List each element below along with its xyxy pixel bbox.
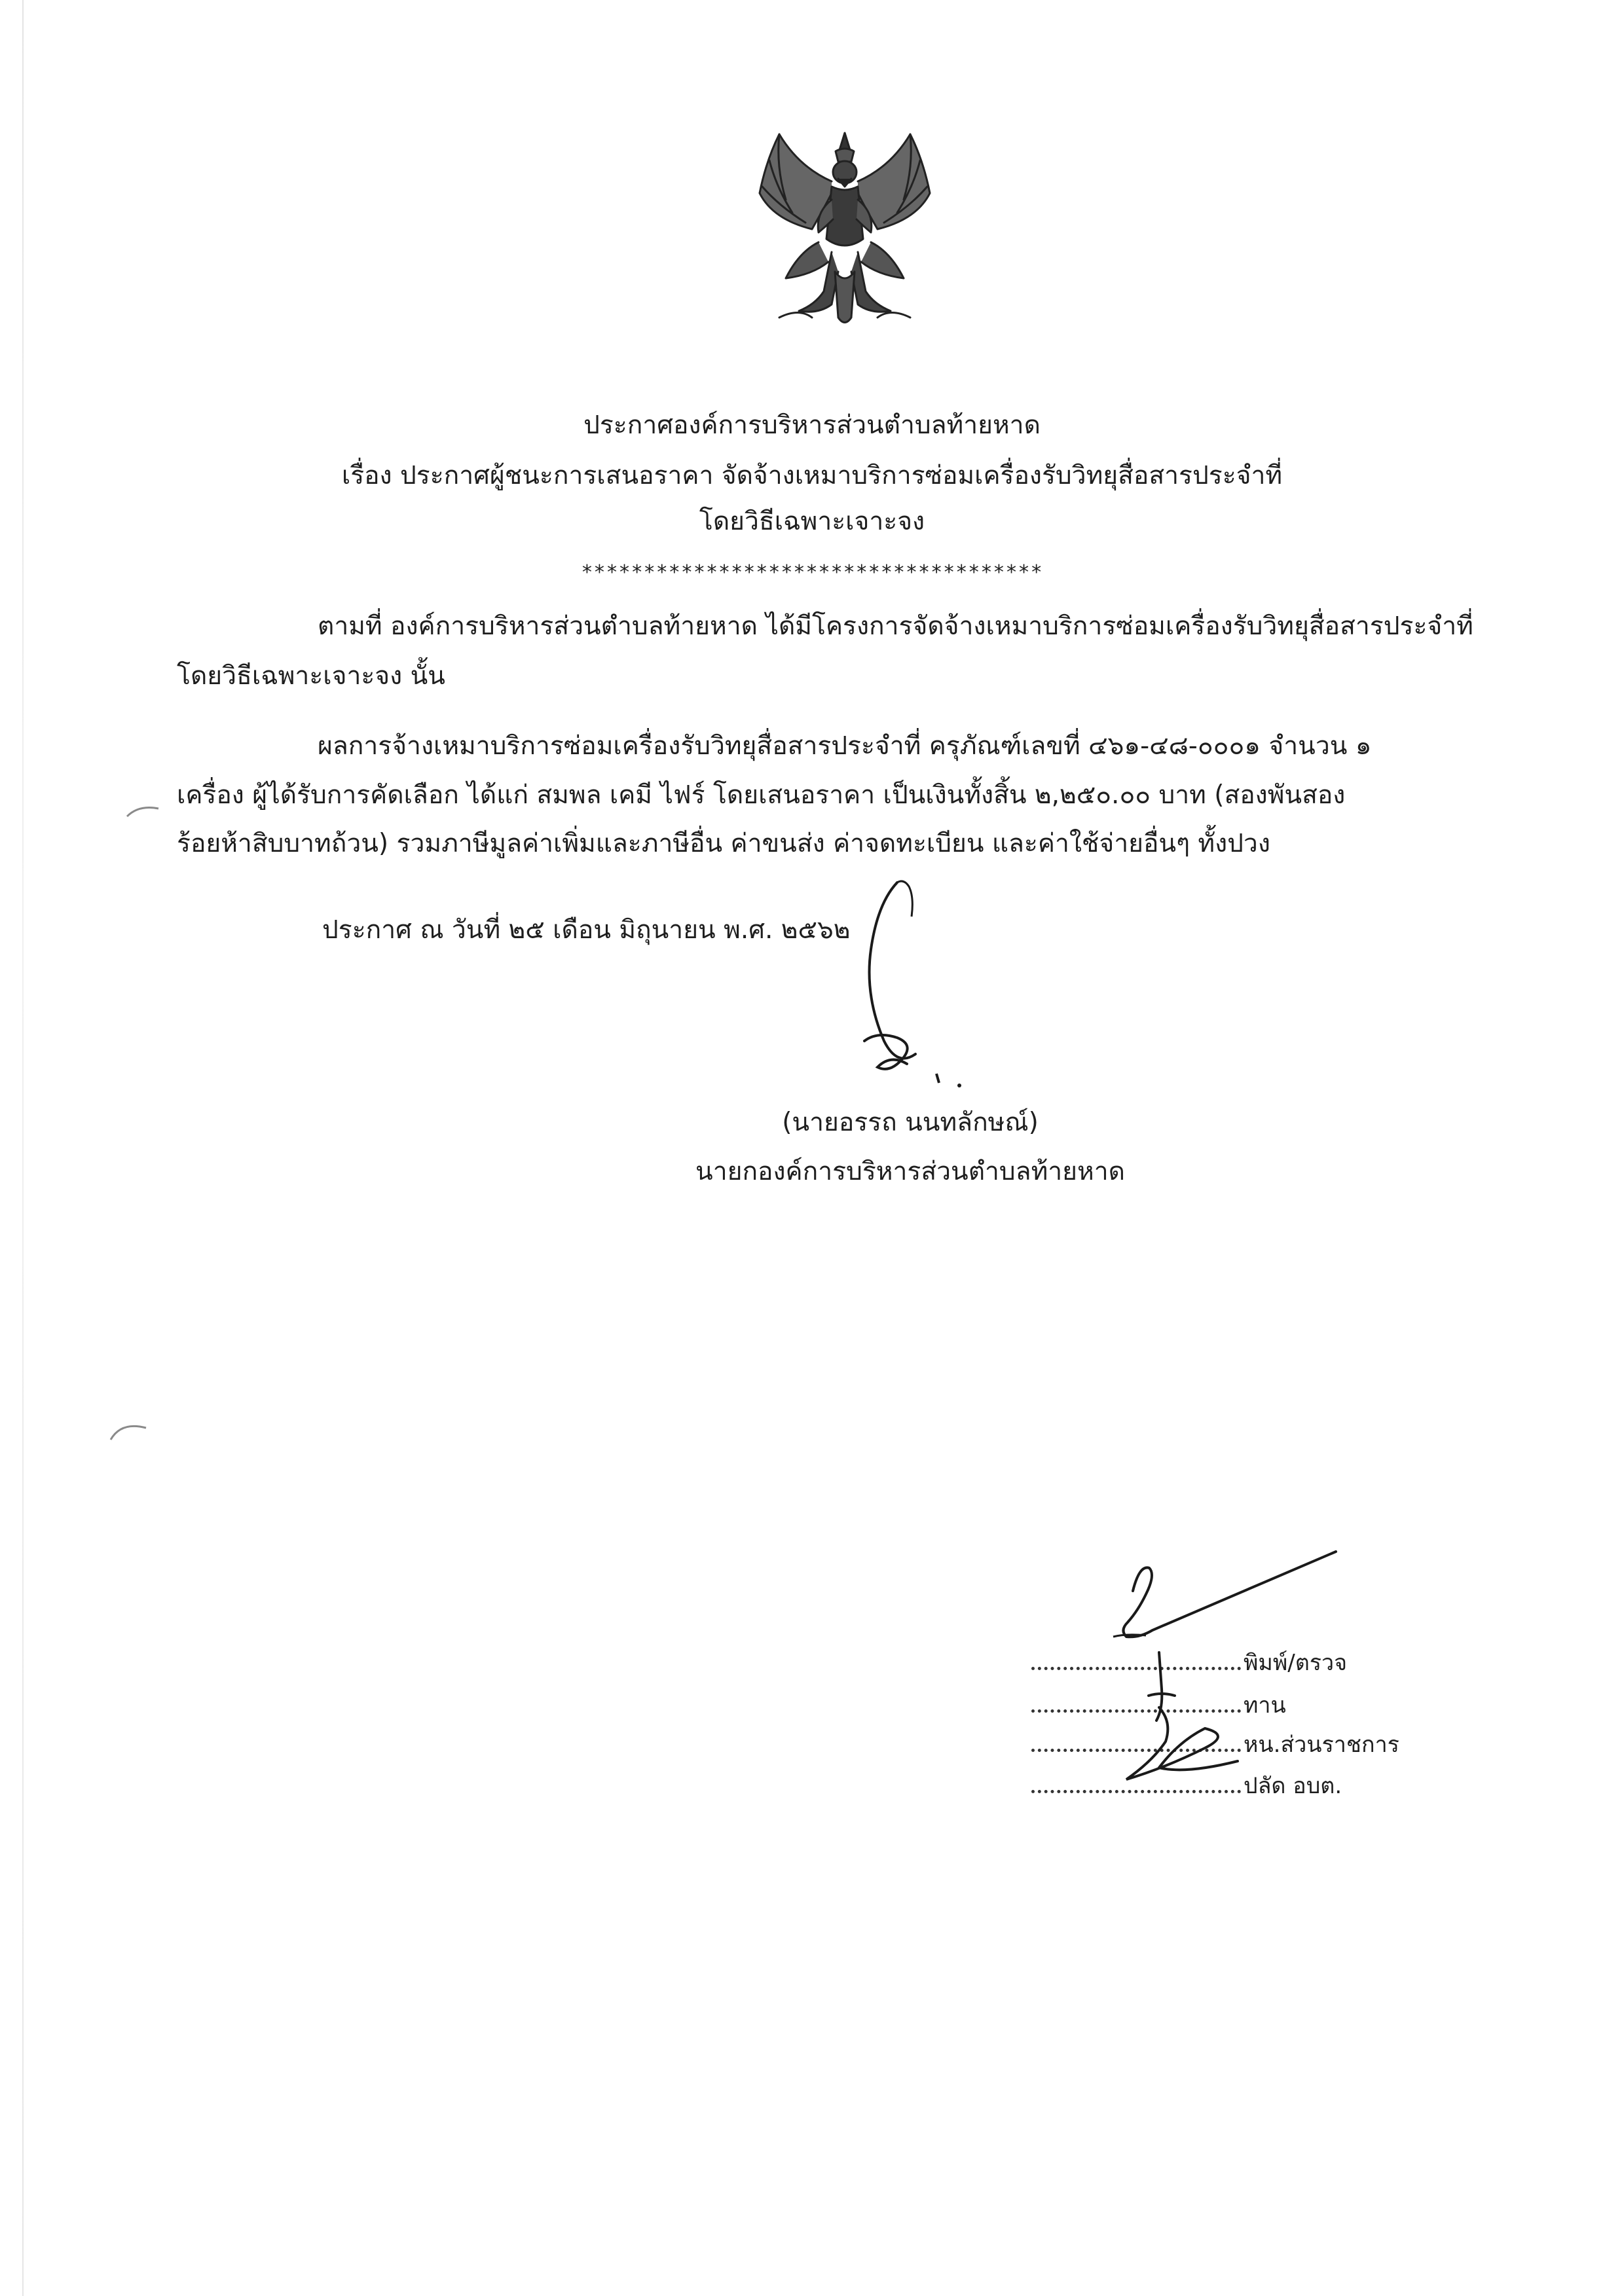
initials-label: ปลัด อบต. bbox=[1244, 1773, 1342, 1799]
signer-position: นายกองค์การบริหารส่วนตำบลท้ายหาด bbox=[695, 1157, 1125, 1186]
asterisk-divider: ************************************* bbox=[581, 561, 1043, 584]
initials-label: ทาน bbox=[1244, 1692, 1286, 1719]
subject-line: เรื่อง ประกาศผู้ชนะการเสนอราคา จัดจ้างเหมาบริการซ่อมเครื่องรับวิทยุสื่อสารประจำที่ bbox=[341, 461, 1283, 490]
paragraph-1-line-1: ตามที่ องค์การบริหารส่วนตำบลท้ายหาด ได้มีโครงการจัดจ้างเหมาบริการซ่อมเครื่องรับวิทยุสื่อสารประจำที่ bbox=[318, 611, 1473, 641]
paragraph-1-line-2: โดยวิธีเฉพาะเจาะจง นั้น bbox=[177, 661, 445, 691]
initials-label: พิมพ์/ตรวจ bbox=[1244, 1650, 1348, 1676]
initials-row-type-check bbox=[1031, 1647, 1437, 1679]
announcement-date: ประกาศ ณ วันที่ ๒๕ เดือน มิถุนายน พ.ศ. ๒๕๖๒ bbox=[322, 915, 851, 945]
method-line: โดยวิธีเฉพาะเจาะจง bbox=[699, 507, 925, 536]
handwritten-initial-top bbox=[1087, 1539, 1349, 1643]
scan-mark-top bbox=[124, 802, 164, 822]
scan-mark-bottom bbox=[108, 1417, 154, 1444]
dotted-line bbox=[1031, 1647, 1241, 1670]
paragraph-2-line-1: ผลการจ้างเหมาบริการซ่อมเครื่องรับวิทยุสื่อสารประจำที่ ครุภัณฑ์เลขที่ ๔๖๑-๔๘-๐๐๐๑ จำนวน ๑ bbox=[318, 731, 1372, 761]
initials-label: หน.ส่วนราชการ bbox=[1244, 1732, 1399, 1758]
scan-edge-line bbox=[22, 0, 24, 2296]
paragraph-2-line-3: ร้อยห้าสิบบาทถ้วน) รวมภาษีมูลค่าเพิ่มและภาษีอื่น ค่าขนส่ง ค่าจดทะเบียน และค่าใช้จ่ายอื่นๆ ทั้งปวง bbox=[177, 829, 1270, 858]
handwritten-initial-bottom bbox=[1107, 1702, 1264, 1787]
paragraph-2-line-2: เครื่อง ผู้ได้รับการคัดเลือก ได้แก่ สมพล เคมี ไฟร์ โดยเสนอราคา เป็นเงินทั้งสิ้น ๒,๒๕๐.๐๐ บาท (สองพันสอง bbox=[177, 780, 1346, 810]
document-title: ประกาศองค์การบริหารส่วนตำบลท้ายหาด bbox=[583, 410, 1041, 440]
garuda-emblem bbox=[740, 121, 950, 337]
signer-name: (นายอรรถ นนทลักษณ์) bbox=[782, 1108, 1039, 1137]
handwritten-signature bbox=[799, 877, 982, 1100]
